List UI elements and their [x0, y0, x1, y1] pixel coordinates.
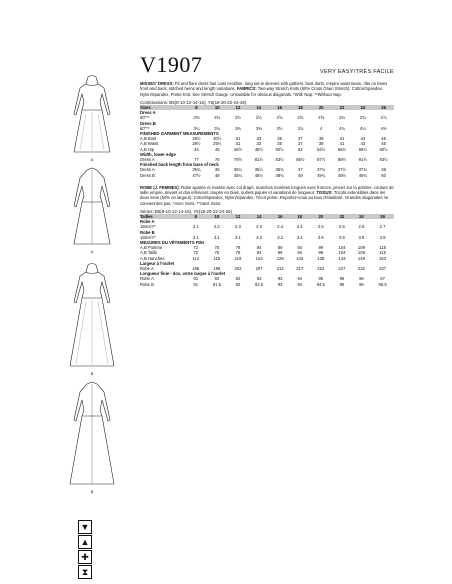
sketch-dress-a-back [62, 166, 122, 254]
table-cell: 36¼ [233, 167, 243, 173]
table-cell: 2¾ [359, 115, 366, 121]
table-cell: 2⅜ [214, 115, 221, 121]
table-cell: 3¼ [193, 125, 200, 131]
row-label: Robe B [140, 281, 154, 287]
table-cell: 3.6 [338, 234, 345, 240]
row-label: A,B Hanches [140, 255, 165, 261]
description-text: Robe ajustée et évasée avec col drapé, manches montées longues avec fronces, pinces sur la poitrine, couture de taille empire, devant et dos inférieurs coupés en biais, ourlets piqués et variations de longueur. [140, 184, 394, 196]
table-cell: 48¼ [233, 172, 243, 178]
table-cell: 8 [186, 214, 206, 219]
table-cell: 22 [332, 214, 352, 219]
table-cell: 36½ [254, 167, 263, 173]
row-label: A,B Taille [140, 250, 158, 256]
table-cell: 128 [276, 255, 284, 261]
table-cell: 75 [214, 250, 220, 256]
table-cell: 48½ [254, 146, 263, 152]
table-cell: 12 [228, 214, 248, 219]
table-cell: 92 [235, 281, 241, 287]
sketch-label: A [90, 157, 94, 162]
table-cell: 60½ [379, 146, 388, 152]
table-cell: 3½ [276, 125, 283, 131]
table-cell: 2.3 [256, 224, 262, 230]
table-cell: 2⅝ [318, 115, 325, 121]
table-cell: 232 [357, 265, 365, 271]
combinations-en: Combinations: B5(8-10-12-14-16), Y5(18-20-22-24-26) [140, 99, 247, 105]
table-cell: 3.1 [235, 234, 241, 240]
table-cell: 95 [339, 276, 345, 282]
row-label: MESURES DU VÊTEMENTS FINI [140, 239, 204, 245]
table-cell: 33 [256, 141, 262, 147]
table-cell: 44 [194, 146, 199, 152]
table-cell: 56½ [337, 146, 347, 152]
table-cell: 39 [318, 141, 324, 147]
table-cell: 119 [234, 255, 242, 261]
sketch-label: B [90, 371, 94, 376]
table-cell: 58½ [358, 146, 367, 152]
triangle-down-icon: ▼ [78, 520, 92, 534]
table-cell: 39 [318, 136, 324, 142]
table-cell: 93 [277, 276, 283, 282]
pattern-envelope-back [56, 52, 396, 577]
table-cell: 89½ [337, 156, 347, 162]
table-cell: 24 [352, 214, 372, 219]
table-cell: 75 [214, 245, 220, 251]
table-cell: 50 [381, 172, 386, 178]
table-cell: 14 [248, 214, 271, 219]
row-label: A,B Waist [140, 141, 159, 147]
table-cell: 8 [186, 105, 207, 110]
table-cell: 36 [214, 167, 220, 173]
table-cell: 26 [373, 105, 394, 110]
table-cell: 2.6 [317, 224, 324, 230]
table-cell: 4 [320, 125, 323, 131]
table-cell: 3¼ [214, 125, 221, 131]
table-cell: 14 [248, 105, 269, 110]
pattern-info [140, 54, 394, 287]
table-cell: 85½ [296, 156, 305, 162]
row-label: Largeur à l'ourlet [140, 260, 175, 266]
table-cell: 143 [338, 255, 346, 261]
table-cell: 52 [298, 146, 303, 152]
table-cell: 4⅛ [339, 125, 345, 131]
table-row [140, 282, 394, 287]
table-cell: 79½ [233, 156, 243, 162]
header [140, 54, 394, 78]
arrow-up-icon: ▲ [78, 535, 92, 549]
fabrics-text: Tricots extensibles dans les deux sens (50% en largeur): Coton/Spandex, Nylon/Spandex, Tricot ponte. Reportez-vous au taux d'élasticité. Grandes diagonales ne conviennent pas. *Avec Sens. **Sans Sens. [140, 190, 389, 206]
table-cell: 84 [256, 245, 262, 251]
row-label: 60"** [140, 125, 150, 131]
table-cell: 153 [379, 255, 387, 261]
table-cell: 35¾ [192, 167, 201, 173]
table-cell: 2.3 [235, 224, 241, 230]
table-cell: 2.1 [192, 224, 199, 230]
pattern-symbols [78, 520, 92, 580]
sketch-dress-b-back [62, 380, 122, 494]
table-cell: 109 [357, 250, 365, 256]
row-label: Robe A [140, 265, 154, 271]
description-fr [140, 185, 394, 206]
table-cell: 35 [277, 136, 282, 142]
table-cell: 87½ [317, 156, 326, 162]
table-cell: 81½ [254, 156, 263, 162]
table-cell: 3.5 [317, 234, 324, 240]
fabrics-lead: TISSUS: [316, 190, 333, 196]
description-lead: ROBE (J. FEMMES): [140, 184, 181, 190]
table-cell: 93 [277, 281, 283, 287]
table-cell: 4⅜ [380, 125, 387, 131]
table-cell: 3.2 [256, 234, 262, 240]
table-cell: 207 [255, 265, 263, 271]
table-cell: 96.5 [378, 281, 387, 287]
table-cell: 222 [317, 265, 325, 271]
table-cell: 46 [214, 146, 220, 152]
table-cell: 33 [256, 136, 262, 142]
table-cell: 28½ [192, 141, 201, 147]
row-label: Dress A [140, 110, 156, 116]
table-cell: 2⅜ [193, 115, 200, 121]
table-cell: 54½ [317, 146, 326, 152]
table-cell: 49¾ [358, 172, 367, 178]
table-cell: 91 [193, 281, 199, 287]
table-cell: 72 [193, 245, 199, 251]
table-cell: 2.6 [358, 224, 365, 230]
table-cell: 3⅜ [255, 125, 262, 131]
table-cell: 2.7 [379, 224, 386, 230]
table-cell: 35 [277, 141, 282, 147]
table-cell: 2¾ [339, 115, 345, 121]
table-cell: 41 [339, 141, 345, 147]
table-cell: 2.4 [296, 224, 303, 230]
table-cell: 115 [379, 250, 386, 256]
table-cell: 94.5 [316, 281, 325, 287]
row-label: Tailles [140, 214, 186, 219]
table-cell: 3⅞ [297, 125, 304, 131]
row-label: 150cm** [140, 224, 156, 230]
table-cell: 92 [214, 276, 220, 282]
table-cell: 2½ [255, 115, 262, 121]
row-label: Width, lower edge [140, 151, 176, 157]
table-cell: 96 [359, 281, 364, 287]
hourglass-icon: ⧗ [78, 565, 92, 579]
table-cell: 93½ [379, 156, 388, 162]
table-cell: 20 [311, 105, 332, 110]
table-cell: 196 [192, 265, 200, 271]
table-cell: 94 [297, 276, 303, 282]
combinations-fr: Séries: B5(8-10-12-14-16), Y5(18-20-22-24-26) [140, 208, 232, 214]
table-cell: 93 [256, 276, 262, 282]
table-cell: 36¾ [275, 167, 284, 173]
table-cell: 72 [193, 250, 199, 256]
difficulty-label: VERY EASY/TRÈS FACILE [320, 69, 394, 75]
description-lead: MISSES' DRESS: [140, 81, 174, 86]
table-cell: 77 [194, 156, 199, 162]
table-cell: 47½ [192, 172, 201, 178]
table-cell: 2.4 [277, 224, 284, 230]
table-cell: 2.2 [213, 224, 220, 230]
table-cell: 109 [357, 245, 365, 251]
row-label: Robe A [140, 219, 155, 225]
table-cell: 28½ [192, 136, 201, 142]
fabrics-text: Two-way Stretch Knits (50% Cross Grain Stretch): Cotton/Spandex, Nylon/Spandex, Ponte Knit. See Stretch Gauge. Unsuitable for obvious diagonals. *With Nap. **Without Nap. [140, 86, 383, 97]
table-cell: 2⅝ [276, 115, 283, 121]
table-cell: 43 [360, 141, 366, 147]
table-cell: 16 [270, 214, 290, 219]
row-label: 150cm** [140, 234, 156, 240]
table-cell: 3.1 [192, 234, 199, 240]
row-label: A,B Hip [140, 146, 155, 152]
table-cell: 84 [256, 250, 262, 256]
table-cell: 37 [298, 141, 303, 147]
table-cell: 18 [290, 105, 311, 110]
row-label: Finished back length from base of neck [140, 162, 219, 168]
row-label: 60"** [140, 115, 150, 121]
table-cell: 4¼ [359, 125, 366, 131]
fabrics-lead: FABRICS: [236, 86, 257, 92]
row-label: Sizes [140, 105, 186, 110]
table-cell: 31 [235, 136, 241, 142]
table-cell: 3.1 [213, 234, 220, 240]
table-cell: 76 [214, 156, 220, 162]
table-cell: 37½ [337, 167, 347, 173]
table-cell: 94 [297, 250, 303, 256]
table-cell: 10 [206, 214, 229, 219]
row-label: Dress A [140, 167, 155, 173]
table-cell: 92.5 [255, 281, 264, 287]
table-cell: 37 [298, 136, 303, 142]
description-text: Fit and flare dress has cowl neckline, long set-in sleeves with gathers, bust darts, empire waist seam, ribs on lower front and back, stitched hems and length variations. [140, 81, 388, 92]
table-cell: 94 [297, 281, 303, 287]
dress-b-front-icon [62, 262, 122, 370]
table-cell: 48¾ [275, 172, 284, 178]
sketch-dress-b-front [62, 262, 122, 376]
table-cell: 96 [359, 276, 364, 282]
table-cell: 45 [381, 141, 386, 147]
table-cell: 123 [255, 255, 263, 261]
row-label: A,B Poitrine [140, 245, 163, 251]
table-cell: 112 [192, 255, 200, 261]
dress-b-back-icon [62, 380, 122, 488]
table-cell: 30½ [213, 136, 222, 142]
row-label: Dress B [140, 172, 155, 178]
table-cell: 3.4 [296, 234, 303, 240]
table-cell: 78 [235, 250, 241, 256]
table-cell: 217 [296, 265, 304, 271]
table-cell: 91.5 [212, 281, 221, 287]
table-cell: 132 [296, 255, 304, 261]
sketch-label: A [90, 249, 94, 254]
table-cell: 202 [234, 265, 242, 271]
row-label: Longueur finie - dos, votre nuque à l'ourlet [140, 271, 225, 277]
table-cell: 91½ [358, 156, 367, 162]
table-cell: 26 [371, 214, 394, 219]
table-cell: 89 [277, 245, 283, 251]
table-cell: 45 [381, 136, 386, 142]
table-cell: 78 [235, 245, 241, 251]
description-en [140, 81, 394, 97]
plus-icon: ✚ [78, 550, 92, 564]
table-cell: 31 [235, 141, 241, 147]
table-cell: 148 [357, 255, 365, 261]
table-cell: 2½ [235, 115, 241, 121]
table-cell: 37 [298, 167, 303, 173]
yardage-table-fr [140, 214, 394, 287]
table-cell: 49¼ [317, 172, 326, 178]
row-label: Dress B [140, 120, 156, 126]
table-cell: 104 [338, 250, 346, 256]
pattern-number: V1907 [140, 52, 203, 77]
table-cell: 199 [213, 265, 221, 271]
table-cell: 50½ [275, 146, 284, 152]
row-label: Robe B [140, 229, 155, 235]
table-cell: 10 [207, 105, 228, 110]
table-cell: 16 [269, 105, 290, 110]
table-cell: 97 [380, 276, 385, 282]
table-cell: 22 [332, 105, 353, 110]
table-cell: 49½ [337, 172, 347, 178]
table-cell: 95 [339, 281, 345, 287]
table-cell: 37¾ [358, 167, 367, 173]
table-cell: 115 [213, 255, 221, 261]
table-cell: 18 [290, 214, 310, 219]
sketch-label: B [90, 489, 94, 494]
table-cell: 25½ [213, 141, 222, 147]
table-cell: 2⅝ [297, 115, 304, 121]
table-cell: 48½ [254, 172, 263, 178]
table-cell: 41 [339, 136, 345, 142]
table-cell: 91 [193, 276, 199, 282]
dress-a-front-icon [62, 74, 122, 156]
table-cell: 2⅞ [380, 115, 387, 121]
table-cell: 227 [338, 265, 346, 271]
table-cell: 95 [318, 276, 324, 282]
table-cell: 94 [297, 245, 303, 251]
table-cell: 46½ [233, 146, 243, 152]
table-cell: 99 [318, 245, 324, 251]
row-label: FINISHED GARMENT MEASUREMENTS [140, 130, 219, 136]
table-cell: 49 [298, 172, 303, 178]
table-cell: 48 [214, 172, 220, 178]
table-cell: 24 [352, 105, 373, 110]
yardage-table-en [140, 105, 394, 178]
table-cell: 92 [235, 276, 241, 282]
table-cell: 104 [338, 245, 346, 251]
row-label: Robe A [140, 276, 154, 282]
table-cell: 237 [379, 265, 387, 271]
table-cell: 89 [277, 250, 283, 256]
table-cell: 3.9 [379, 234, 386, 240]
table-cell: 115 [379, 245, 386, 251]
row-label: Dress A [140, 156, 155, 162]
table-cell: 20 [309, 214, 332, 219]
row-label: A,B Bust [140, 136, 157, 142]
table-cell: 212 [276, 265, 284, 271]
dress-a-back-icon [62, 166, 122, 248]
sketch-dress-a-front [62, 74, 122, 162]
table-cell: 138 [317, 255, 325, 261]
table-cell: 38 [381, 167, 386, 173]
table-cell: 43 [360, 136, 366, 142]
table-cell: 2.6 [338, 224, 345, 230]
table-cell: 12 [228, 105, 249, 110]
table-cell: 3.2 [277, 234, 284, 240]
table-cell: 37¼ [317, 167, 326, 173]
table-cell: 3⅜ [235, 125, 241, 131]
table-cell: 3.8 [358, 234, 365, 240]
table-cell: 83½ [275, 156, 284, 162]
table-cell: 99 [318, 250, 324, 256]
